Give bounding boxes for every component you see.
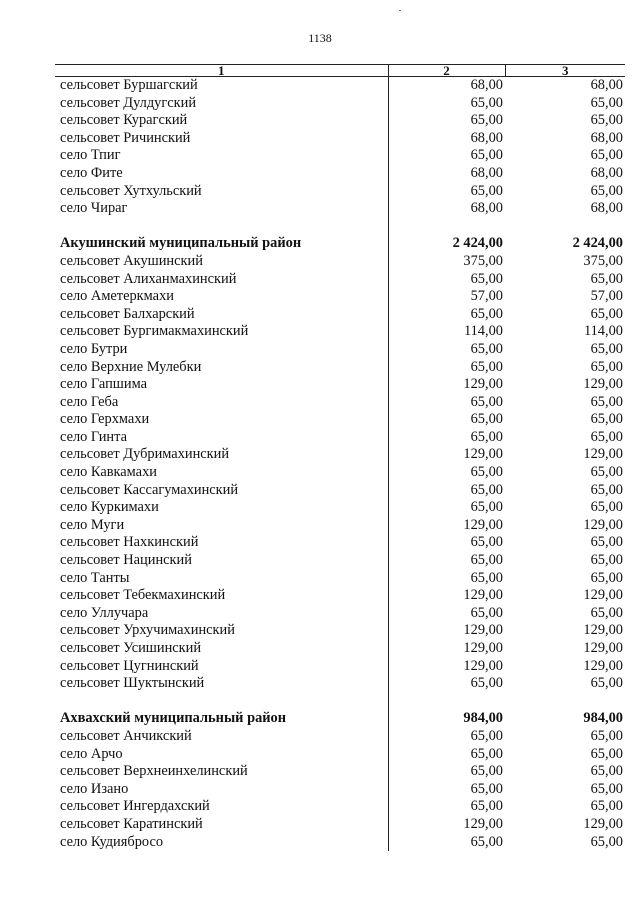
value-column-3: 2 424,00 [572,235,623,252]
value-column-2: 114,00 [388,323,505,341]
value-column-3: 65,00 [590,569,623,586]
table-row [55,394,625,412]
spacer-row [55,218,625,236]
value-column-3: 65,00 [590,552,623,569]
settlement-name: сельсовет Бургимакмахинский [60,323,249,340]
spacer-cell [505,693,625,711]
settlement-name: сельсовет Цугнинский [60,657,199,674]
spacer-row [55,693,625,711]
table-row [55,482,625,500]
settlement-name: сельсовет Каратинский [60,815,203,832]
value-column-2: 375,00 [388,253,505,271]
value-column-2: 129,00 [388,622,505,640]
table-row [55,675,625,693]
settlement-name: сельсовет Балхарский [60,305,195,322]
value-column-2: 65,00 [388,675,505,693]
table-row [55,834,625,852]
settlement-name: сельсовет Дулдугский [60,94,197,111]
table-row [55,288,625,306]
value-column-3: 65,00 [590,428,623,445]
table-row [55,798,625,816]
value-column-3: 65,00 [590,305,623,322]
value-column-3: 65,00 [590,358,623,375]
table-row [55,183,625,201]
value-column-2: 65,00 [388,464,505,482]
table-row [55,130,625,148]
value-column-3: 65,00 [590,780,623,797]
spacer-cell [505,218,625,236]
table-header-row [55,65,625,77]
value-column-2: 65,00 [388,95,505,113]
value-column-3: 129,00 [583,815,623,832]
table-row [55,376,625,394]
value-column-2: 65,00 [388,552,505,570]
value-column-2: 65,00 [388,605,505,623]
value-column-3: 68,00 [590,164,623,181]
value-column-3: 65,00 [590,112,623,129]
value-column-3: 68,00 [590,77,623,93]
district-total-row [55,235,625,253]
settlement-name: село Кавкамахи [60,464,157,481]
value-column-2: 65,00 [388,429,505,447]
value-column-3: 65,00 [590,534,623,551]
value-column-2: 65,00 [388,147,505,165]
table-row [55,253,625,271]
table-row [55,570,625,588]
value-column-3: 65,00 [590,833,623,850]
table-row [55,95,625,113]
value-column-3: 129,00 [583,376,623,393]
value-column-2: 65,00 [388,482,505,500]
value-column-3: 129,00 [583,587,623,604]
settlement-name: сельсовет Анчикский [60,727,192,744]
settlement-name: село Тпиг [60,147,121,164]
settlement-name: сельсовет Урхучимахинский [60,622,235,639]
settlement-name: село Фите [60,164,123,181]
table-row [55,323,625,341]
value-column-3: 65,00 [590,798,623,815]
value-column-3: 65,00 [590,745,623,762]
value-column-3: 129,00 [583,446,623,463]
settlement-name: село Гинта [60,428,127,445]
value-column-2: 65,00 [388,798,505,816]
settlement-name: село Танты [60,569,130,586]
value-column-3: 65,00 [590,604,623,621]
value-column-3: 65,00 [590,411,623,428]
settlement-name: сельсовет Верхнеинхелинский [60,763,248,780]
settlement-name: сельсовет Буршагский [60,77,198,93]
value-column-2: 57,00 [388,288,505,306]
value-column-2: 65,00 [388,763,505,781]
spacer-cell [55,693,388,711]
table-row [55,658,625,676]
scan-speck [399,10,401,11]
column-header-2: 2 [388,65,505,77]
table-row [55,464,625,482]
allocation-table [55,64,625,851]
value-column-2: 65,00 [388,359,505,377]
table-row [55,640,625,658]
district-total-row [55,710,625,728]
table-row [55,552,625,570]
settlement-name: село Кудиябросо [60,833,164,850]
settlement-name: село Уллучара [60,604,149,621]
value-column-2: 65,00 [388,271,505,289]
settlement-name: село Чираг [60,200,128,217]
settlement-name: Ахвахский муниципальный район [60,710,287,727]
settlement-name: село Изано [60,780,129,797]
value-column-3: 129,00 [583,657,623,674]
value-column-2: 65,00 [388,746,505,764]
spacer-cell [388,218,505,236]
value-column-3: 68,00 [590,129,623,146]
settlement-name: сельсовет Нахкинский [60,534,199,551]
value-column-2: 68,00 [388,165,505,183]
value-column-2: 65,00 [388,728,505,746]
value-column-2: 65,00 [388,112,505,130]
value-column-2: 65,00 [388,534,505,552]
table-body [55,77,625,852]
spacer-cell [55,218,388,236]
value-column-3: 65,00 [590,393,623,410]
table-row [55,165,625,183]
table-row [55,446,625,464]
settlement-name: село Геба [60,393,119,410]
table-row [55,728,625,746]
settlement-name: сельсовет Ричинский [60,129,191,146]
value-column-2: 129,00 [388,376,505,394]
table-row [55,587,625,605]
value-column-3: 129,00 [583,622,623,639]
settlement-name: сельсовет Нацинский [60,552,192,569]
value-column-3: 65,00 [590,464,623,481]
value-column-3: 114,00 [583,323,623,340]
settlement-name: село Гапшима [60,376,147,393]
table-row [55,147,625,165]
settlement-name: село Куркимахи [60,499,159,516]
value-column-2: 129,00 [388,658,505,676]
settlement-name: сельсовет Шуктынский [60,675,205,692]
value-column-3: 65,00 [590,727,623,744]
value-column-2: 129,00 [388,816,505,834]
table-row [55,341,625,359]
table-row [55,763,625,781]
settlement-name: сельсовет Хутхульский [60,182,202,199]
value-column-3: 129,00 [583,640,623,656]
table-row [55,746,625,764]
value-column-2: 65,00 [388,570,505,588]
value-column-2: 129,00 [388,446,505,464]
value-column-3: 65,00 [590,340,623,357]
table-row [55,77,625,95]
settlement-name: сельсовет Дубримахинский [60,446,230,463]
value-column-2: 129,00 [388,587,505,605]
value-column-2: 65,00 [388,781,505,799]
value-column-2: 65,00 [388,341,505,359]
settlement-name: село Аметеркмахи [60,288,174,305]
table-row [55,781,625,799]
page-number: 1138 [308,31,332,45]
value-column-2: 129,00 [388,640,505,658]
table-row [55,534,625,552]
table-row [55,306,625,324]
column-header-1: 1 [55,65,388,77]
value-column-2: 65,00 [388,411,505,429]
settlement-name: сельсовет Алиханмахинский [60,270,237,287]
value-column-3: 65,00 [590,481,623,498]
settlement-name: сельсовет Курагский [60,112,188,129]
value-column-2: 65,00 [388,394,505,412]
value-column-3: 375,00 [583,252,623,269]
spacer-cell [388,693,505,711]
value-column-3: 65,00 [590,94,623,111]
value-column-3: 129,00 [583,516,623,533]
table-row [55,622,625,640]
table-row [55,112,625,130]
value-column-2: 984,00 [388,710,505,728]
table-row [55,411,625,429]
value-column-3: 984,00 [583,710,623,727]
settlement-name: сельсовет Тебекмахинский [60,587,226,604]
table-row [55,200,625,218]
value-column-2: 65,00 [388,499,505,517]
settlement-name: село Верхние Мулебки [60,358,202,375]
value-column-3: 65,00 [590,182,623,199]
table-row [55,816,625,834]
settlement-name: село Арчо [60,745,123,762]
value-column-2: 129,00 [388,517,505,535]
value-column-3: 65,00 [590,763,623,780]
value-column-2: 68,00 [388,200,505,218]
value-column-3: 65,00 [590,499,623,516]
settlement-name: сельсовет Кассагумахинский [60,481,239,498]
value-column-3: 57,00 [590,288,623,305]
settlement-name: Акушинский муниципальный район [60,235,302,252]
value-column-2: 65,00 [388,834,505,852]
value-column-2: 2 424,00 [388,235,505,253]
value-column-2: 65,00 [388,306,505,324]
table-row [55,271,625,289]
settlement-name: село Герхмахи [60,411,150,428]
value-column-2: 68,00 [388,77,505,95]
value-column-3: 65,00 [590,675,623,692]
settlement-name: село Бутри [60,340,128,357]
value-column-2: 68,00 [388,130,505,148]
settlement-name: сельсовет Усишинский [60,640,202,656]
table-row [55,429,625,447]
value-column-3: 68,00 [590,200,623,217]
column-header-3: 3 [505,65,625,77]
table-row [55,605,625,623]
settlement-name: сельсовет Акушинский [60,252,203,269]
table-row [55,499,625,517]
value-column-3: 65,00 [590,270,623,287]
table-row [55,517,625,535]
settlement-name: село Муги [60,516,125,533]
settlement-name: сельсовет Ингердахский [60,798,210,815]
value-column-2: 65,00 [388,183,505,201]
value-column-3: 65,00 [590,147,623,164]
table-row [55,359,625,377]
